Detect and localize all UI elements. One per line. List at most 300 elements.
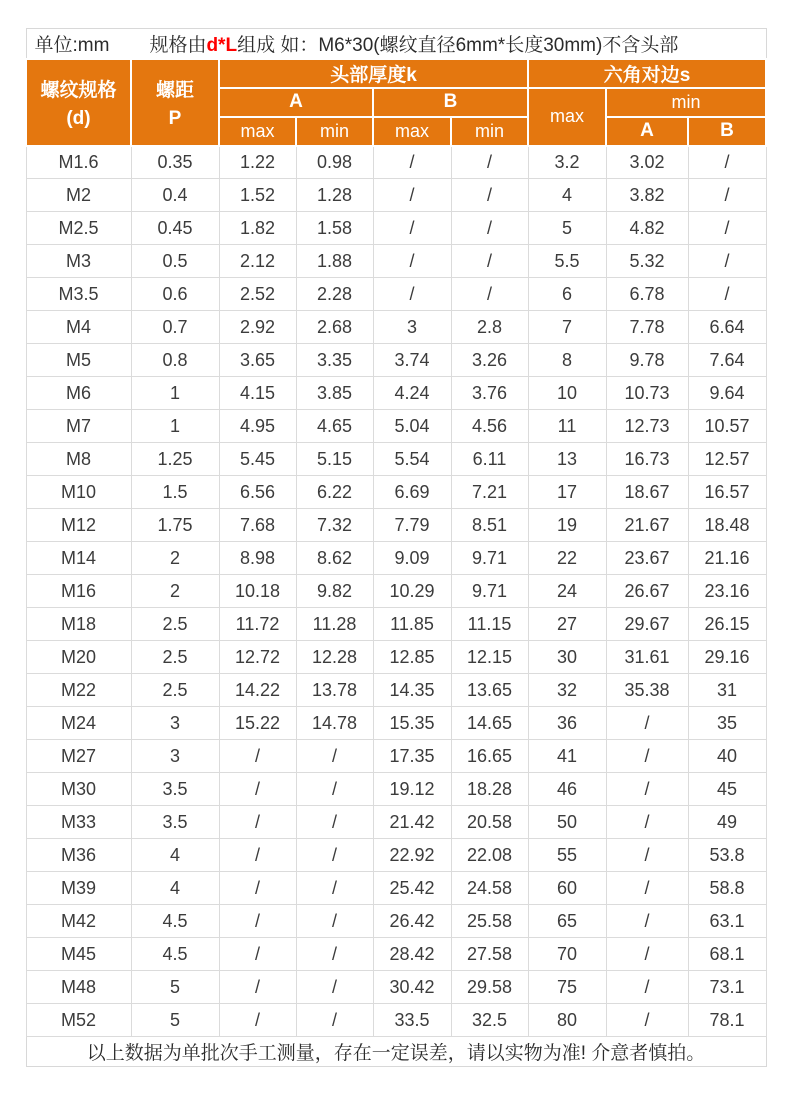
table-cell: 5.5	[528, 245, 606, 278]
table-cell: 0.5	[131, 245, 219, 278]
table-cell: 10.29	[373, 575, 451, 608]
table-cell: 6.22	[296, 476, 373, 509]
table-cell: /	[451, 179, 528, 212]
table-cell: 63.1	[688, 905, 766, 938]
table-cell: 5.15	[296, 443, 373, 476]
table-cell: 3.2	[528, 146, 606, 179]
table-cell: 3.65	[219, 344, 296, 377]
table-cell: /	[688, 245, 766, 278]
table-cell: 78.1	[688, 1004, 766, 1037]
table-cell: 2.52	[219, 278, 296, 311]
header-thread-spec-line1: 螺纹规格	[40, 79, 117, 101]
table-row	[26, 410, 766, 443]
table-cell: 8	[528, 344, 606, 377]
table-cell: 27	[528, 608, 606, 641]
table-cell: /	[219, 839, 296, 872]
table-cell: 8.62	[296, 542, 373, 575]
table-cell: 4.24	[373, 377, 451, 410]
table-cell: 16.73	[606, 443, 688, 476]
table-cell: 31.61	[606, 641, 688, 674]
table-cell: M7	[26, 410, 131, 443]
table-cell: 0.4	[131, 179, 219, 212]
table-cell: 19	[528, 509, 606, 542]
table-cell: 9.78	[606, 344, 688, 377]
table-row	[26, 641, 766, 674]
table-cell: 24.58	[451, 872, 528, 905]
table-cell: 14.22	[219, 674, 296, 707]
spec-format-text	[149, 35, 678, 56]
table-cell: 7.78	[606, 311, 688, 344]
table-cell: 12.15	[451, 641, 528, 674]
table-cell: /	[296, 773, 373, 806]
table-cell: 58.8	[688, 872, 766, 905]
table-cell: M3.5	[26, 278, 131, 311]
table-cell: /	[451, 278, 528, 311]
table-cell: 19.12	[373, 773, 451, 806]
table-cell: 29.58	[451, 971, 528, 1004]
header-s-max: max	[528, 88, 606, 146]
table-cell: 21.16	[688, 542, 766, 575]
table-cell: 1.88	[296, 245, 373, 278]
table-cell: /	[606, 1004, 688, 1037]
table-row	[26, 245, 766, 278]
table-cell: M30	[26, 773, 131, 806]
header-pitch-line2: P	[168, 107, 182, 129]
table-row	[26, 740, 766, 773]
table-cell: M45	[26, 938, 131, 971]
table-cell: 55	[528, 839, 606, 872]
table-cell: 3.5	[131, 806, 219, 839]
table-cell: 9.82	[296, 575, 373, 608]
table-cell: 20.58	[451, 806, 528, 839]
table-cell: /	[451, 212, 528, 245]
table-cell: /	[296, 1004, 373, 1037]
table-cell: 2.8	[451, 311, 528, 344]
table-cell: 26.42	[373, 905, 451, 938]
table-cell: 9.64	[688, 377, 766, 410]
footer-row	[26, 1037, 766, 1067]
table-cell: 17.35	[373, 740, 451, 773]
table-cell: 11.85	[373, 608, 451, 641]
table-cell: M36	[26, 839, 131, 872]
header-a-min: min	[296, 117, 373, 146]
table-cell: /	[606, 740, 688, 773]
table-cell: /	[451, 245, 528, 278]
table-cell: 3.82	[606, 179, 688, 212]
table-cell: 6.78	[606, 278, 688, 311]
table-cell: 36	[528, 707, 606, 740]
table-cell: 12.72	[219, 641, 296, 674]
info-bar-row	[26, 29, 766, 59]
table-cell: /	[219, 905, 296, 938]
table-cell: 3.35	[296, 344, 373, 377]
table-cell: 3.76	[451, 377, 528, 410]
table-cell: /	[606, 905, 688, 938]
table-cell: 70	[528, 938, 606, 971]
header-pitch	[131, 59, 219, 146]
table-cell: 68.1	[688, 938, 766, 971]
table-cell: /	[219, 938, 296, 971]
table-cell: /	[373, 212, 451, 245]
table-cell: 1.22	[219, 146, 296, 179]
table-cell: /	[606, 806, 688, 839]
table-cell: 6	[528, 278, 606, 311]
header-pitch-line1: 螺距	[155, 79, 194, 101]
table-cell: 49	[688, 806, 766, 839]
table-cell: /	[296, 740, 373, 773]
table-cell: 60	[528, 872, 606, 905]
table-cell: /	[606, 872, 688, 905]
table-cell: 7.68	[219, 509, 296, 542]
header-a-max: max	[219, 117, 296, 146]
table-cell: 5.32	[606, 245, 688, 278]
table-cell: /	[296, 839, 373, 872]
table-cell: 4.5	[131, 905, 219, 938]
table-cell: 4.82	[606, 212, 688, 245]
table-cell: 53.8	[688, 839, 766, 872]
table-cell: 11.28	[296, 608, 373, 641]
table-cell: 2.5	[131, 674, 219, 707]
table-cell: 33.5	[373, 1004, 451, 1037]
table-cell: 4.15	[219, 377, 296, 410]
table-cell: /	[606, 773, 688, 806]
table-cell: M2	[26, 179, 131, 212]
table-cell: M1.6	[26, 146, 131, 179]
table-cell: 1.5	[131, 476, 219, 509]
table-cell: 3.74	[373, 344, 451, 377]
table-cell: /	[606, 971, 688, 1004]
table-row	[26, 575, 766, 608]
table-cell: M24	[26, 707, 131, 740]
table-row	[26, 443, 766, 476]
table-cell: 30.42	[373, 971, 451, 1004]
table-cell: 15.22	[219, 707, 296, 740]
table-cell: M20	[26, 641, 131, 674]
table-cell: /	[606, 938, 688, 971]
table-cell: 0.35	[131, 146, 219, 179]
table-cell: 5	[131, 1004, 219, 1037]
table-cell: 32	[528, 674, 606, 707]
footer-note: 以上数据为单批次手工测量，存在一定误差，请以实物为准! 介意者慎拍。	[26, 1037, 766, 1067]
table-cell: 11.15	[451, 608, 528, 641]
table-cell: 22.92	[373, 839, 451, 872]
table-cell: 2.5	[131, 608, 219, 641]
table-cell: 4.95	[219, 410, 296, 443]
header-thread-spec-line2: (d)	[66, 107, 91, 129]
table-row	[26, 839, 766, 872]
table-cell: 5.54	[373, 443, 451, 476]
header-s-min-b: B	[688, 117, 766, 146]
table-cell: M42	[26, 905, 131, 938]
table-cell: 1.52	[219, 179, 296, 212]
table-cell: 1.75	[131, 509, 219, 542]
header-head-thickness: 头部厚度k	[219, 59, 528, 88]
table-row	[26, 971, 766, 1004]
table-cell: 0.7	[131, 311, 219, 344]
table-cell: 41	[528, 740, 606, 773]
table-cell: 24	[528, 575, 606, 608]
table-cell: /	[688, 146, 766, 179]
table-row	[26, 872, 766, 905]
table-cell: 14.65	[451, 707, 528, 740]
table-cell: 18.28	[451, 773, 528, 806]
table-cell: 3	[131, 740, 219, 773]
table-cell: 2.68	[296, 311, 373, 344]
table-row	[26, 146, 766, 179]
table-cell: 16.65	[451, 740, 528, 773]
table-cell: 3	[373, 311, 451, 344]
spec-prefix: 规格由	[149, 34, 207, 56]
table-cell: 5	[131, 971, 219, 1004]
table-cell: 11	[528, 410, 606, 443]
table-cell: 25.42	[373, 872, 451, 905]
table-cell: 8.51	[451, 509, 528, 542]
table-cell: /	[688, 179, 766, 212]
table-cell: 4.5	[131, 938, 219, 971]
table-cell: 0.98	[296, 146, 373, 179]
table-cell: M33	[26, 806, 131, 839]
table-cell: 4	[528, 179, 606, 212]
table-cell: 3.02	[606, 146, 688, 179]
table-cell: 28.42	[373, 938, 451, 971]
table-cell: 13.78	[296, 674, 373, 707]
table-cell: 1.82	[219, 212, 296, 245]
table-cell: M52	[26, 1004, 131, 1037]
table-cell: 26.67	[606, 575, 688, 608]
header-s-min-a: A	[606, 117, 688, 146]
table-cell: /	[373, 179, 451, 212]
table-cell: 31	[688, 674, 766, 707]
table-cell: M10	[26, 476, 131, 509]
table-cell: 0.6	[131, 278, 219, 311]
header-thread-spec	[26, 59, 131, 146]
table-cell: 0.45	[131, 212, 219, 245]
table-cell: 40	[688, 740, 766, 773]
table-cell: 15.35	[373, 707, 451, 740]
table-body	[26, 146, 766, 1037]
table-cell: 9.71	[451, 575, 528, 608]
table-row	[26, 509, 766, 542]
table-cell: 3.5	[131, 773, 219, 806]
table-cell: /	[373, 278, 451, 311]
table-cell: 11.72	[219, 608, 296, 641]
table-cell: 7	[528, 311, 606, 344]
table-cell: 8.98	[219, 542, 296, 575]
header-col-a: A	[219, 88, 373, 117]
screw-spec-table	[25, 28, 767, 1067]
spec-highlight: d*L	[206, 34, 238, 56]
table-cell: /	[296, 872, 373, 905]
table-cell: 2	[131, 542, 219, 575]
table-cell: /	[219, 773, 296, 806]
header-col-b: B	[373, 88, 528, 117]
table-cell: /	[296, 905, 373, 938]
table-cell: /	[296, 806, 373, 839]
table-cell: 21.42	[373, 806, 451, 839]
table-cell: /	[219, 1004, 296, 1037]
table-cell: 2.12	[219, 245, 296, 278]
table-cell: 6.69	[373, 476, 451, 509]
table-row	[26, 377, 766, 410]
table-cell: M2.5	[26, 212, 131, 245]
table-cell: M5	[26, 344, 131, 377]
table-cell: 3	[131, 707, 219, 740]
table-cell: M48	[26, 971, 131, 1004]
table-cell: /	[606, 839, 688, 872]
table-cell: 29.67	[606, 608, 688, 641]
unit-label: 单位:mm	[34, 34, 110, 56]
table-cell: 1.28	[296, 179, 373, 212]
table-cell: 2.5	[131, 641, 219, 674]
table-cell: M14	[26, 542, 131, 575]
table-cell: M27	[26, 740, 131, 773]
table-cell: 65	[528, 905, 606, 938]
table-cell: 12.57	[688, 443, 766, 476]
table-cell: 7.21	[451, 476, 528, 509]
table-cell: 1	[131, 377, 219, 410]
table-cell: 45	[688, 773, 766, 806]
table-cell: /	[688, 278, 766, 311]
table-cell: 5	[528, 212, 606, 245]
table-cell: 4	[131, 839, 219, 872]
table-cell: /	[373, 146, 451, 179]
table-cell: 35	[688, 707, 766, 740]
table-cell: 18.48	[688, 509, 766, 542]
table-cell: 13.65	[451, 674, 528, 707]
table-row	[26, 674, 766, 707]
table-cell: 1	[131, 410, 219, 443]
table-cell: M4	[26, 311, 131, 344]
table-cell: /	[451, 146, 528, 179]
table-cell: M18	[26, 608, 131, 641]
table-cell: M22	[26, 674, 131, 707]
header-hex-flats: 六角对边s	[528, 59, 766, 88]
table-cell: 12.73	[606, 410, 688, 443]
table-cell: 10.18	[219, 575, 296, 608]
table-cell: 23.16	[688, 575, 766, 608]
info-bar	[26, 29, 766, 59]
table-row	[26, 773, 766, 806]
table-row	[26, 806, 766, 839]
table-row	[26, 278, 766, 311]
table-row	[26, 905, 766, 938]
table-cell: M12	[26, 509, 131, 542]
table-cell: 50	[528, 806, 606, 839]
header-b-max: max	[373, 117, 451, 146]
header-row-1	[26, 59, 766, 88]
table-cell: 1.58	[296, 212, 373, 245]
table-cell: 7.79	[373, 509, 451, 542]
table-cell: 5.45	[219, 443, 296, 476]
table-cell: M39	[26, 872, 131, 905]
table-cell: 4	[131, 872, 219, 905]
table-cell: 9.71	[451, 542, 528, 575]
table-cell: 12.28	[296, 641, 373, 674]
header-s-min: min	[606, 88, 766, 117]
table-row	[26, 1004, 766, 1037]
table-cell: M3	[26, 245, 131, 278]
header-b-min: min	[451, 117, 528, 146]
table-cell: M8	[26, 443, 131, 476]
table-cell: 14.35	[373, 674, 451, 707]
table-cell: 2.28	[296, 278, 373, 311]
table-cell: 5.04	[373, 410, 451, 443]
table-cell: 4.56	[451, 410, 528, 443]
table-row	[26, 344, 766, 377]
table-cell: 17	[528, 476, 606, 509]
table-cell: 3.85	[296, 377, 373, 410]
table-cell: 80	[528, 1004, 606, 1037]
table-cell: 4.65	[296, 410, 373, 443]
spec-suffix: 组成 如：M6*30(螺纹直径6mm*长度30mm)不含头部	[237, 34, 679, 56]
table-cell: /	[373, 245, 451, 278]
table-cell: 10.57	[688, 410, 766, 443]
table-cell: 10	[528, 377, 606, 410]
table-cell: 22.08	[451, 839, 528, 872]
table-cell: /	[606, 707, 688, 740]
table-cell: 3.26	[451, 344, 528, 377]
table-row	[26, 608, 766, 641]
table-cell: /	[219, 872, 296, 905]
table-cell: 7.64	[688, 344, 766, 377]
table-cell: 6.64	[688, 311, 766, 344]
table-cell: 22	[528, 542, 606, 575]
table-cell: M16	[26, 575, 131, 608]
table-cell: 12.85	[373, 641, 451, 674]
table-cell: 23.67	[606, 542, 688, 575]
table-cell: 2.92	[219, 311, 296, 344]
table-cell: 0.8	[131, 344, 219, 377]
table-cell: /	[219, 971, 296, 1004]
table-row	[26, 707, 766, 740]
table-cell: 73.1	[688, 971, 766, 1004]
table-cell: 29.16	[688, 641, 766, 674]
table-row	[26, 311, 766, 344]
table-cell: /	[296, 938, 373, 971]
table-cell: 10.73	[606, 377, 688, 410]
table-cell: /	[688, 212, 766, 245]
table-cell: 21.67	[606, 509, 688, 542]
table-cell: 32.5	[451, 1004, 528, 1037]
table-cell: 26.15	[688, 608, 766, 641]
table-cell: /	[296, 971, 373, 1004]
table-row	[26, 542, 766, 575]
table-cell: 75	[528, 971, 606, 1004]
table-cell: 35.38	[606, 674, 688, 707]
table-cell: 7.32	[296, 509, 373, 542]
table-cell: /	[219, 806, 296, 839]
table-cell: 6.56	[219, 476, 296, 509]
table-cell: 27.58	[451, 938, 528, 971]
table-cell: 16.57	[688, 476, 766, 509]
table-cell: 6.11	[451, 443, 528, 476]
table-cell: 25.58	[451, 905, 528, 938]
table-row	[26, 938, 766, 971]
table-cell: 30	[528, 641, 606, 674]
table-row	[26, 179, 766, 212]
table-cell: 9.09	[373, 542, 451, 575]
table-cell: 1.25	[131, 443, 219, 476]
spec-sheet	[25, 28, 765, 1067]
table-cell: 14.78	[296, 707, 373, 740]
table-cell: 18.67	[606, 476, 688, 509]
table-cell: M6	[26, 377, 131, 410]
table-cell: /	[219, 740, 296, 773]
table-row	[26, 212, 766, 245]
table-row	[26, 476, 766, 509]
table-cell: 2	[131, 575, 219, 608]
table-cell: 13	[528, 443, 606, 476]
